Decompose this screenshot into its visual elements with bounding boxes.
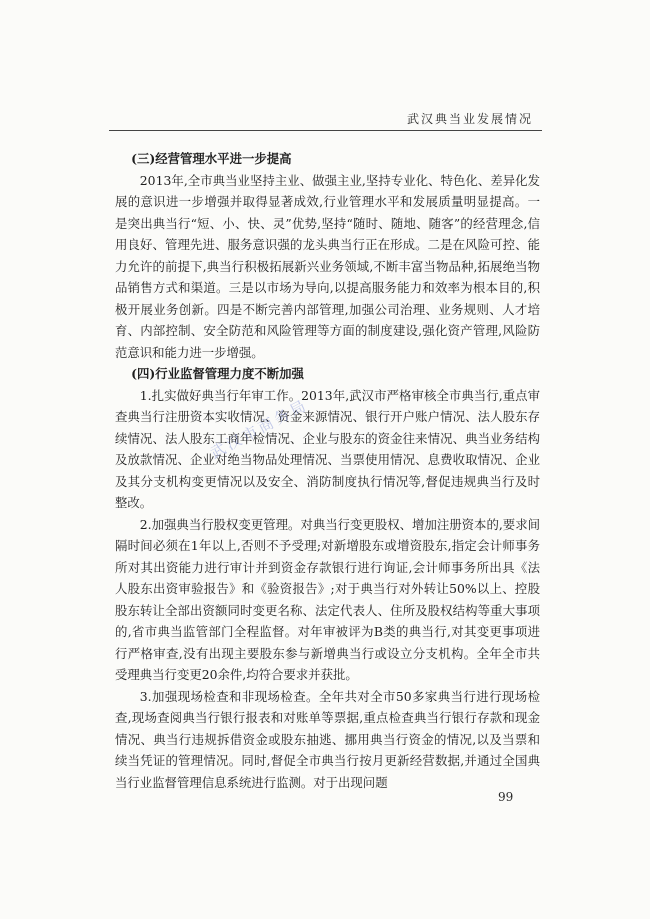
section-heading-3: (三)经营管理水平进一步提高 xyxy=(131,151,292,166)
section-4-paragraph-1: 1.扎实做好典当行年审工作。2013年,武汉市严格审核全市典当行,重点审查典当行注册资本实收情况、资金来源情况、银行开户账户情况、法人股东存续情况、法人股东工商年检情况、企业与股东的资金往来情况、典当业务结构及放款情况、企业对绝当物品处理情况、当票使用情况、息费收取情况、企业及其分支机构变更情况以及安全、消防制度执行情况等,督促违规典当行及时整改。 xyxy=(115,387,540,510)
section-4-paragraph-3: 3.加强现场检查和非现场检查。全年共对全市50多家典当行进行现场检查,现场查阅典当行银行报表和对账单等票据,重点检查典当行银行存款和现金情况、典当行违规拆借资金或股东抽逃、挪用典当行资金的情况,以及当票和续当凭证的管理情况。同时,督促全市典当行按月更新经营数据,并通过全国典当行业监督管理信息系统进行监测。对于出现问题 xyxy=(115,688,540,790)
header-rule xyxy=(109,130,542,131)
running-header: 武汉典当业发展情况 xyxy=(406,112,533,126)
watermark-stamp: 武汉市商务局 xyxy=(207,395,312,463)
page-number: 99 xyxy=(498,790,514,804)
section-heading-4: (四)行业监督管理力度不断加强 xyxy=(131,366,304,381)
body-text xyxy=(115,148,540,793)
section-3-paragraph: 2013年,全市典当业坚持主业、做强主业,坚持专业化、特色化、差异化发展的意识进一步增强并取得显著成效,行业管理水平和发展质量明显提高。一是突出典当行“短、小、快、灵”优势,坚持“随时、随地、随客”的经营理念,信用良好、管理先进、服务意识强的龙头典当行正在形成。二是在风险可控、能力允许的前提下,典当行积极拓展新兴业务领域,不断丰富当物品种,拓展绝当物品销售方式和渠道。三是以市场为导向,以提高服务能力和效率为根本目的,积极开展业务创新。四是不断完善内部管理,加强公司治理、业务规则、人才培育、内部控制、安全防范和风险管理等方面的制度建设,强化资产管理,风险防范意识和能力进一步增强。 xyxy=(115,172,540,360)
section-4-paragraph-2: 2.加强典当行股权变更管理。对典当行变更股权、增加注册资本的,要求间隔时间必须在1年以上,否则不予受理;对新增股东或增资股东,指定会计师事务所对其出资能力进行审计并到资金存款银行进行询证,会计师事务所出具《法人股东出资审验报告》和《验资报告》;对于典当行对外转让50%以上、控股股东转让全部出资额同时变更名称、法定代表人、住所及股权结构等重大事项的,省市典当监管部门全程监督。对年审被评为B类的典当行,对其变更事项进行严格审查,没有出现主要股东参与新增典当行或设立分支机构。全年全市共受理典当行变更20余件,均符合要求并获批。 xyxy=(115,516,540,682)
